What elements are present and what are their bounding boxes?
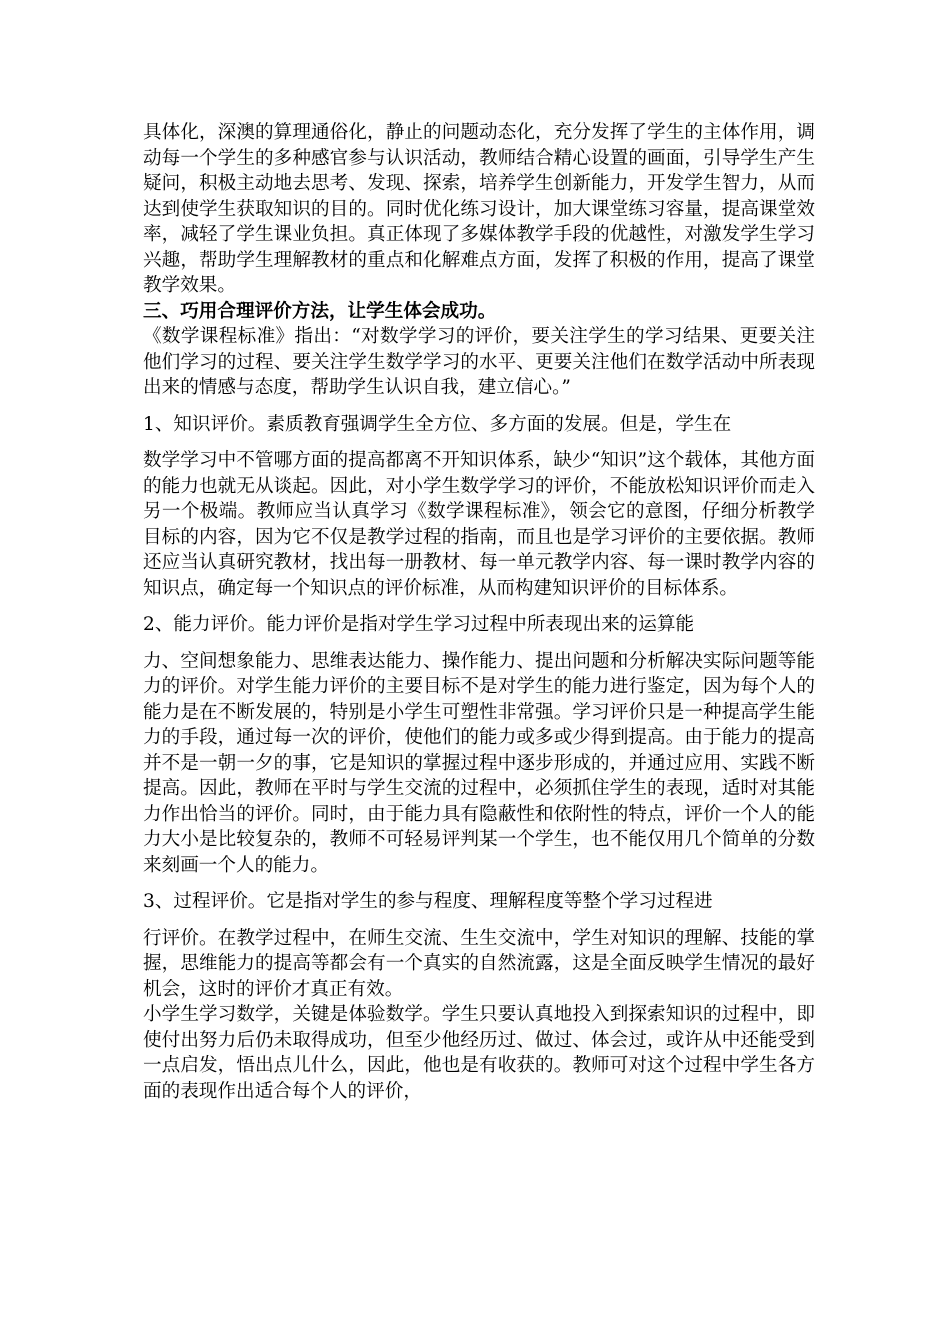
body-paragraph: 具体化，深澳的算理通俗化，静止的问题动态化，充分发挥了学生的主体作用，调动每一个学生的多种感官参与认识活动，教师结合精心设置的画面，引导学生产生疑问，积极主动地去思考、发现、探索，培养学生创新能力，开发学生智力，从而达到使学生获取知识的目的。同时优化练习设计，加大课堂练习容量，提高课堂效率，减轻了学生课业负担。真正体现了多媒体教学手段的优越性，对激发学生学习兴趣，帮助学生理解教材的重点和化解难点方面，发挥了积极的作用，提高了课堂教学效果。 [143, 122, 815, 296]
knowledge-evaluation-body: 数学学习中不管哪方面的提高都离不开知识体系，缺少“知识”这个载体，其他方面的能力也就无从谈起。因此，对小学生数学学习的评价，不能放松知识评价而走入另一个极端。教师应当认真学习《数学课程标准》，领会它的意图，仔细分析教学目标的内容，因为它不仅是教学过程的指南，而且也是学习评价的主要依据。教师还应当认真研究教材，找出每一册教材、每一单元教学内容、每一课时教学内容的知识点，确定每一个知识点的评价标准，从而构建知识评价的目标体系。 [143, 450, 815, 599]
knowledge-evaluation-lead: 1、知识评价。素质教育强调学生全方位、多方面的发展。但是，学生在 [143, 413, 732, 435]
process-evaluation-body: 行评价。在教学过程中，在师生交流、生生交流中，学生对知识的理解、技能的掌握，思维能力的提高等都会有一个真实的自然流露，这是全面反映学生情况的最好机会，这时的评价才真正有效。 [143, 927, 815, 1000]
ability-evaluation-body: 力、空间想象能力、思维表达能力、操作能力、提出问题和分析解决实际问题等能力的评价。对学生能力评价的主要目标不是对学生的能力进行鉴定，因为每个人的能力是在不断发展的，特别是小学生可塑性非常强。学习评价只是一种提高学生能力的手段，通过每一次的评价，使他们的能力或多或少得到提高。由于能力的提高并不是一朝一夕的事，它是知识的掌握过程中逐步形成的，并通过应用、实践不断提高。因此，教师在平时与学生交流的过程中，必须抓住学生的表现，适时对其能力作出恰当的评价。同时，由于能力具有隐蔽性和依附性的特点，评价一个人的能力大小是比较复杂的，教师不可轻易评判某一个学生，也不能仅用几个简单的分数来刻画一个人的能力。 [143, 650, 815, 876]
body-paragraph: 小学生学习数学，关键是体验数学。学生只要认真地投入到探索知识的过程中，即使付出努力后仍未取得成功，但至少他经历过、做过、体会过，或许从中还能受到一点启发，悟出点儿什么，因此，他也是有收获的。教师可对这个过程中学生各方面的表现作出适合每个人的评价， [143, 1004, 815, 1102]
quote-paragraph: 《数学课程标准》指出：“对数学学习的评价，要关注学生的学习结果、更要关注他们学习的过程、要关注学生数学学习的水平、更要关注他们在数学活动中所表现出来的情感与态度，帮助学生认识自我，建立信心。” [143, 326, 815, 398]
document-body [143, 120, 815, 1104]
ability-evaluation-lead: 2、能力评价。能力评价是指对学生学习过程中所表现出来的运算能 [143, 614, 695, 635]
process-evaluation-lead: 3、过程评价。它是指对学生的参与程度、理解程度等整个学习过程进 [143, 891, 713, 912]
section-heading: 三、巧用合理评价方法，让学生体会成功。 [143, 300, 497, 322]
